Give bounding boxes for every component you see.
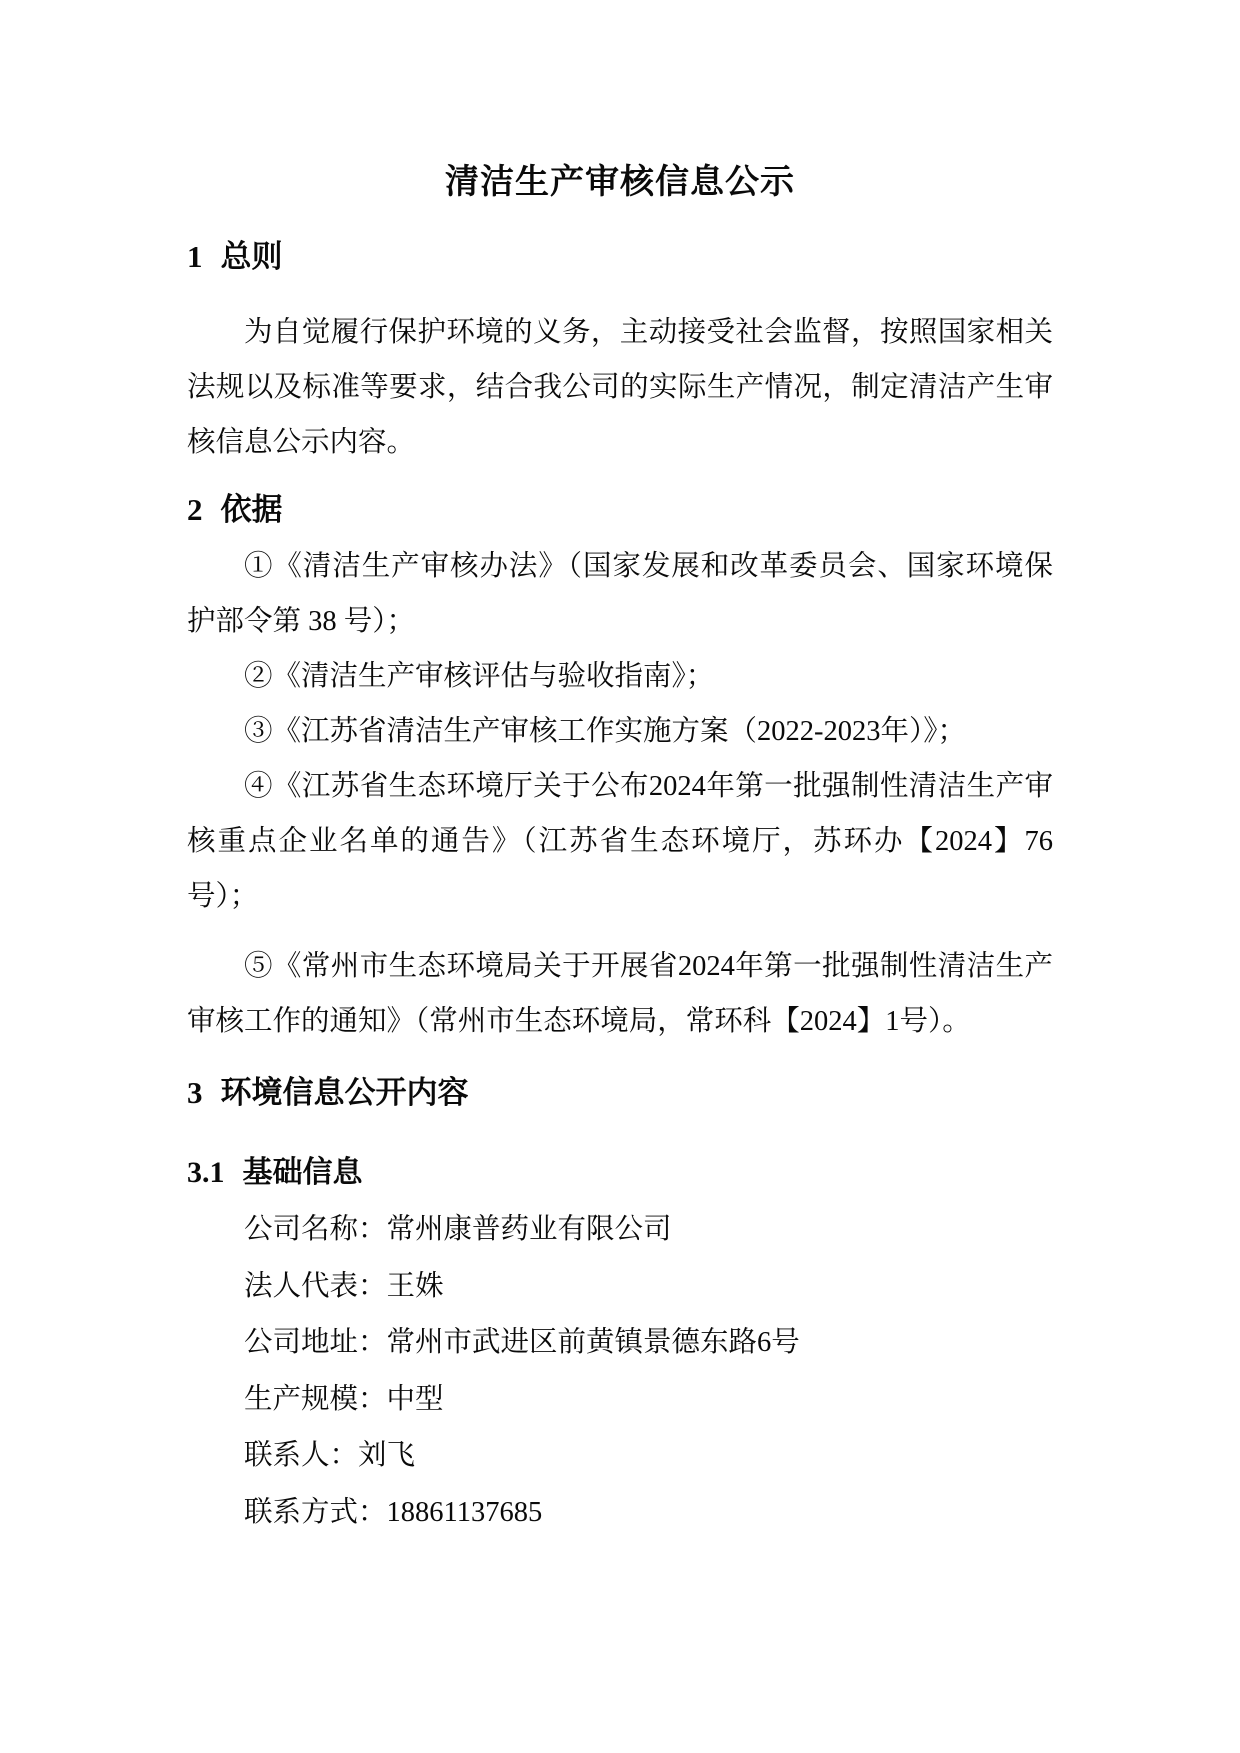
- info-line-contact-person: 联系人：刘飞: [244, 1440, 416, 1471]
- section-2-label: 依据: [220, 492, 283, 527]
- list-item-line: ②《清洁生产审核评估与验收指南》；: [244, 661, 715, 692]
- list-item-line: 护部令第 38 号）；: [187, 606, 416, 637]
- section-3-number: 3: [187, 1075, 203, 1110]
- list-item-line: 审核工作的通知》（常州市生态环境局，常环科【2024】1号）。: [187, 1006, 971, 1037]
- list-item-line: ⑤《常州市生态环境局关于开展省2024年第一批强制性清洁生产: [244, 951, 1053, 982]
- section-2-list-continued: [187, 939, 1053, 1049]
- list-item-line: ③《江苏省清洁生产审核工作实施方案（2022-2023年）》；: [244, 716, 966, 747]
- document-title: 清洁生产审核信息公示: [445, 163, 795, 201]
- section-2-number: 2: [187, 492, 203, 527]
- paragraph-line: 为自觉履行保护环境的义务，主动接受社会监督，按照国家相关: [244, 317, 1053, 348]
- info-line-company-name: 公司名称：常州康普药业有限公司: [244, 1214, 672, 1245]
- list-item-line: 核重点企业名单的通告》（江苏省生态环境厅，苏环办【2024】76: [187, 826, 1053, 857]
- section-3-heading: [187, 1073, 469, 1113]
- section-3-1-heading: [187, 1153, 363, 1193]
- paragraph-line: 法规以及标准等要求，结合我公司的实际生产情况，制定清洁产生审: [187, 372, 1053, 403]
- section-2-list: [187, 539, 1053, 924]
- section-1-number: 1: [187, 239, 203, 274]
- info-line-contact-number: 联系方式：18861137685: [244, 1496, 543, 1528]
- info-line-legal-representative: 法人代表：王姝: [244, 1270, 444, 1302]
- section-3-1-label: 基础信息: [242, 1156, 363, 1189]
- section-3-1-number: 3.1: [187, 1156, 225, 1189]
- section-2-heading: [187, 490, 283, 530]
- section-1-heading: [187, 237, 283, 277]
- info-line-production-scale: 生产规模：中型: [244, 1383, 444, 1415]
- section-3-label: 环境信息公开内容: [220, 1075, 469, 1110]
- section-1-label: 总则: [220, 239, 283, 274]
- info-line-company-address: 公司地址：常州市武进区前黄镇景德东路6号: [244, 1327, 800, 1358]
- paragraph-line: 核信息公示内容。: [187, 427, 416, 458]
- list-item-line: ①《清洁生产审核办法》（国家发展和改革委员会、国家环境保: [244, 551, 1053, 582]
- list-item-line: ④《江苏省生态环境厅关于公布2024年第一批强制性清洁生产审: [244, 771, 1053, 802]
- basic-info-list: [187, 1202, 1053, 1541]
- list-item-line: 号）；: [187, 881, 259, 912]
- section-1-paragraph: [187, 305, 1053, 470]
